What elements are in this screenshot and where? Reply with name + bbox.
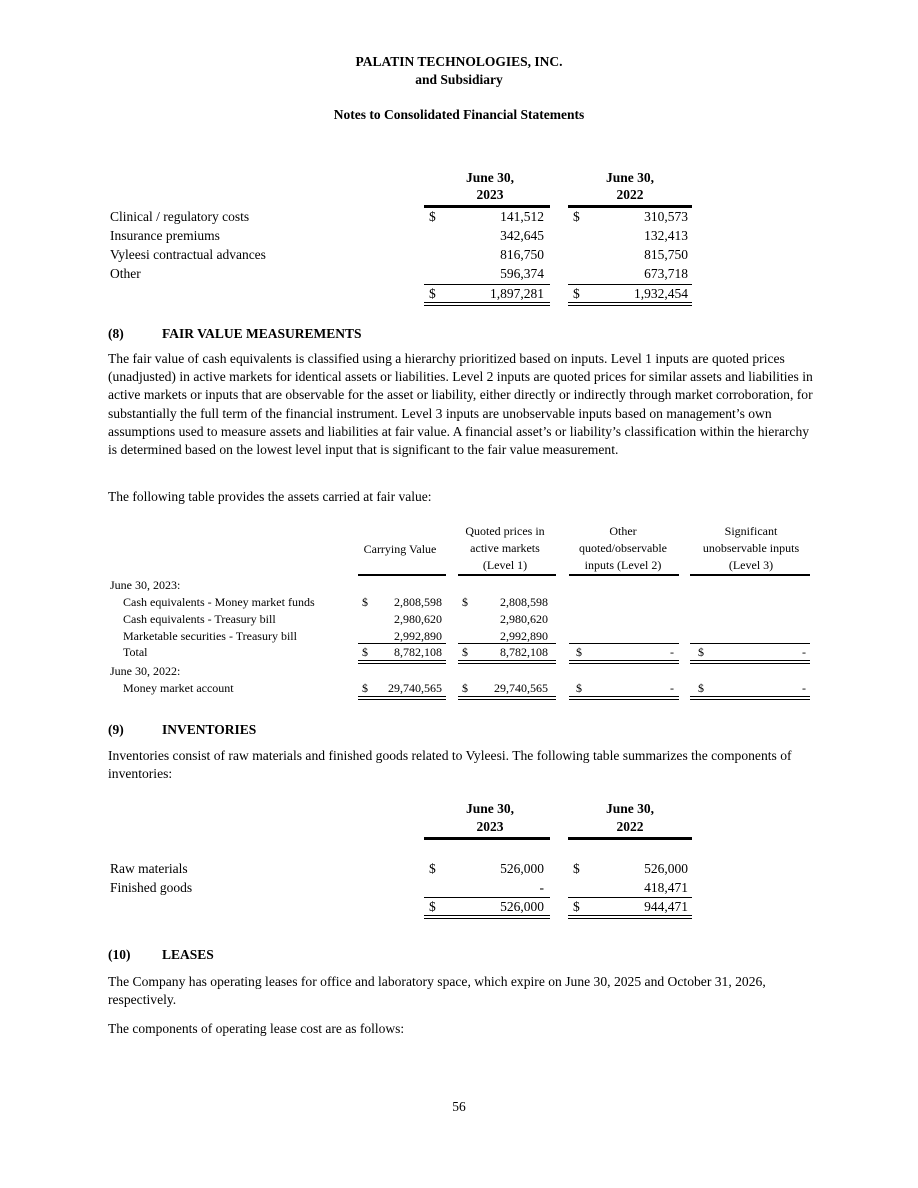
- fv-header-level2: Other: [609, 524, 637, 538]
- section10-paragraph: The Company has operating leases for office and laboratory space, which expire on June 30, 2025 and October 31, 2026, respectively.: [108, 974, 766, 1008]
- fv-row-label: Money market account: [123, 681, 234, 695]
- fv-group-2023-label: June 30, 2023:: [110, 578, 181, 592]
- fv-header-level1: (Level 1): [482, 558, 528, 572]
- currency-symbol: $: [362, 645, 368, 659]
- prepaid-col-2022-line1: June 30,: [605, 170, 654, 185]
- section9-title: INVENTORIES: [162, 722, 257, 737]
- currency-symbol: $: [573, 899, 580, 914]
- prepaid-value-2023: 816,750: [500, 247, 544, 262]
- fv-level1-value: 2,992,890: [500, 629, 548, 643]
- fv-header-level3: (Level 3): [728, 558, 774, 572]
- inv-value-2023: 526,000: [500, 861, 544, 876]
- fv-header-level1: active markets: [470, 541, 540, 555]
- section10-intro: The components of operating lease cost are as follows:: [108, 1021, 405, 1036]
- section10-number: (10): [108, 947, 131, 962]
- currency-symbol: $: [429, 209, 436, 224]
- prepaid-col-2023-line2: 2023: [476, 187, 504, 202]
- section8-number: (8): [108, 326, 124, 341]
- prepaid-value-2022: 310,573: [644, 209, 688, 224]
- fv-group-2022-label: June 30, 2022:: [110, 664, 181, 678]
- inv-row-label: Raw materials: [110, 861, 188, 876]
- section8-intro: The following table provides the assets carried at fair value:: [108, 489, 432, 504]
- fv-total-level1: 8,782,108: [500, 645, 548, 659]
- currency-symbol: $: [429, 861, 436, 876]
- fv-carrying-value: 2,992,890: [394, 629, 442, 643]
- prepaid-value-2023: 141,512: [500, 209, 544, 224]
- inv-total-2022: 944,471: [644, 899, 688, 914]
- inv-total-2023: 526,000: [500, 899, 544, 914]
- prepaid-value-2023: 342,645: [500, 228, 544, 243]
- section9-paragraph: Inventories consist of raw materials and finished goods related to Vyleesi. The following table summarizes the components of inventories:: [108, 748, 792, 782]
- page-number: 56: [452, 1099, 466, 1114]
- inv-col-2023-line1: June 30,: [465, 801, 514, 816]
- notes-title: Notes to Consolidated Financial Statements: [333, 107, 585, 122]
- section10-title: LEASES: [162, 947, 214, 962]
- prepaid-row-label: Clinical / regulatory costs: [110, 209, 250, 224]
- fv-level1-value: 2,980,620: [500, 612, 548, 626]
- section8-title: FAIR VALUE MEASUREMENTS: [162, 326, 362, 341]
- inv-col-2022-line1: June 30,: [605, 801, 654, 816]
- currency-symbol: $: [698, 681, 704, 695]
- fv-carrying-value: 29,740,565: [388, 681, 442, 695]
- prepaid-value-2023: 596,374: [500, 266, 544, 281]
- section9-number: (9): [108, 722, 124, 737]
- fv-total-level3: -: [802, 645, 806, 659]
- fv-level1-value: 29,740,565: [494, 681, 548, 695]
- prepaid-row-label: Vyleesi contractual advances: [110, 247, 266, 262]
- prepaid-value-2022: 815,750: [644, 247, 688, 262]
- currency-symbol: $: [576, 681, 582, 695]
- currency-symbol: $: [362, 595, 368, 609]
- fv-carrying-value: 2,980,620: [394, 612, 442, 626]
- fv-level2-value: -: [670, 681, 674, 695]
- prepaid-row-label: Other: [110, 266, 141, 281]
- fv-total-label: Total: [123, 645, 148, 659]
- currency-symbol: $: [429, 899, 436, 914]
- fv-total-carrying: 8,782,108: [394, 645, 442, 659]
- inv-value-2023: -: [539, 880, 544, 895]
- fv-header-level2: inputs (Level 2): [584, 558, 662, 572]
- inv-col-2022-line2: 2022: [616, 819, 644, 834]
- currency-symbol: $: [573, 286, 580, 301]
- prepaid-value-2022: 132,413: [644, 228, 688, 243]
- prepaid-col-2022-line2: 2022: [616, 187, 644, 202]
- fv-header-level3: unobservable inputs: [702, 541, 800, 555]
- currency-symbol: $: [362, 681, 368, 695]
- fv-header-level3: Significant: [724, 524, 778, 538]
- fv-row-label: Marketable securities - Treasury bill: [123, 629, 297, 643]
- fv-header-level2: quoted/observable: [579, 541, 667, 555]
- currency-symbol: $: [573, 861, 580, 876]
- fv-level3-value: -: [802, 681, 806, 695]
- currency-symbol: $: [462, 595, 468, 609]
- prepaid-total-2022: 1,932,454: [634, 286, 688, 301]
- inv-value-2022: 418,471: [644, 880, 688, 895]
- prepaid-total-2023: 1,897,281: [490, 286, 544, 301]
- prepaid-value-2022: 673,718: [644, 266, 688, 281]
- company-subsidiary: and Subsidiary: [415, 72, 503, 87]
- fv-total-level2: -: [670, 645, 674, 659]
- fv-header-level1: Quoted prices in: [465, 524, 545, 538]
- currency-symbol: $: [576, 645, 582, 659]
- prepaid-col-2023-line1: June 30,: [465, 170, 514, 185]
- fv-row-label: Cash equivalents - Money market funds: [123, 595, 315, 609]
- fv-header-carrying: Carrying Value: [363, 542, 437, 556]
- fv-carrying-value: 2,808,598: [394, 595, 442, 609]
- fv-level1-value: 2,808,598: [500, 595, 548, 609]
- currency-symbol: $: [462, 645, 468, 659]
- currency-symbol: $: [698, 645, 704, 659]
- section8-paragraph: The fair value of cash equivalents is classified using a hierarchy prioritized based on inputs. Level 1 inputs are quoted prices (unadjusted) in active markets for identical assets or liabilities. Level 2 inputs are quoted prices for similar assets and liabilities in active markets or inputs that are observable for the asset or liability, either directly or indirectly through market corroboration, for substantially the full term of the financial instrument. Level 3 inputs are unobservable inputs based on management’s own assumptions used to measure assets and liabilities at fair value. A financial asset’s or liability’s classification within the hierarchy is determined based on the lowest level input that is significant to the fair value measurement.: [108, 351, 813, 458]
- company-name: PALATIN TECHNOLOGIES, INC.: [355, 54, 563, 69]
- currency-symbol: $: [462, 681, 468, 695]
- currency-symbol: $: [573, 209, 580, 224]
- fv-row-label: Cash equivalents - Treasury bill: [123, 612, 276, 626]
- inv-value-2022: 526,000: [644, 861, 688, 876]
- prepaid-row-label: Insurance premiums: [110, 228, 220, 243]
- currency-symbol: $: [429, 286, 436, 301]
- inv-row-label: Finished goods: [110, 880, 193, 895]
- inv-col-2023-line2: 2023: [476, 819, 504, 834]
